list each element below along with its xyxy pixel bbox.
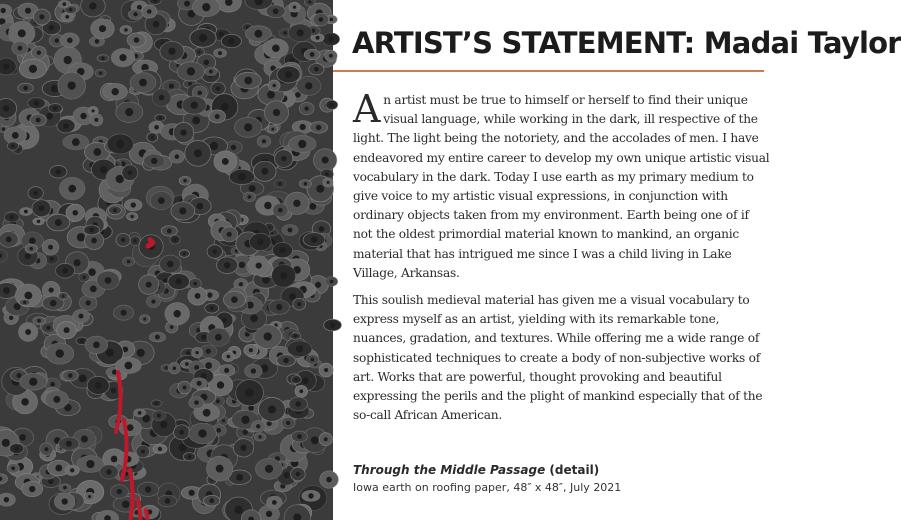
statement-paragraph-1-text: n artist must be true to himself or herself to find their unique visual language, while working in the dark, ill respective of the light. The light being the notoriety, and the accolades of men. I have endeavored my entire career to develop my own unique artistic visual vocabulary in the dark. Today I use earth as my primary medium to give voice to my artistic visual expressions, in conjunction with ordinary objects taken from my environment. Earth being one of if not the oldest primordial material known to mankind, an organic material that has intrigued me since I was a child living in Lake Village, Arkansas. <box>353 93 770 280</box>
artwork-caption <box>353 462 773 496</box>
caption-medium: Iowa earth on roofing paper, 48″ x 48″, July 2021 <box>353 481 622 494</box>
drop-cap: A <box>353 87 381 131</box>
statement-paragraph-2: This soulish medieval material has given me a visual vocabulary to express myself as an artist, yielding with its remarkable tone, nuances, gradation, and textures. While offering me a wide range of sophisticated techniques to create a body of non-subjective works of art. Works that are powerful, thought provoking and beautiful expressing the perils and the plight of mankind especially that of the so-call African American. <box>353 293 763 423</box>
caption-detail: (detail) <box>545 463 600 477</box>
artwork-image <box>0 0 333 520</box>
statement-paragraph-1 <box>353 87 771 283</box>
textured-earth-artwork-icon <box>0 0 333 520</box>
caption-title <box>353 462 773 479</box>
page-title: ARTIST’S STATEMENT: Madai Taylor <box>352 26 901 60</box>
artist-statement <box>353 87 771 433</box>
title-divider <box>333 70 764 72</box>
caption-work-title: Through the Middle Passage <box>353 463 546 477</box>
